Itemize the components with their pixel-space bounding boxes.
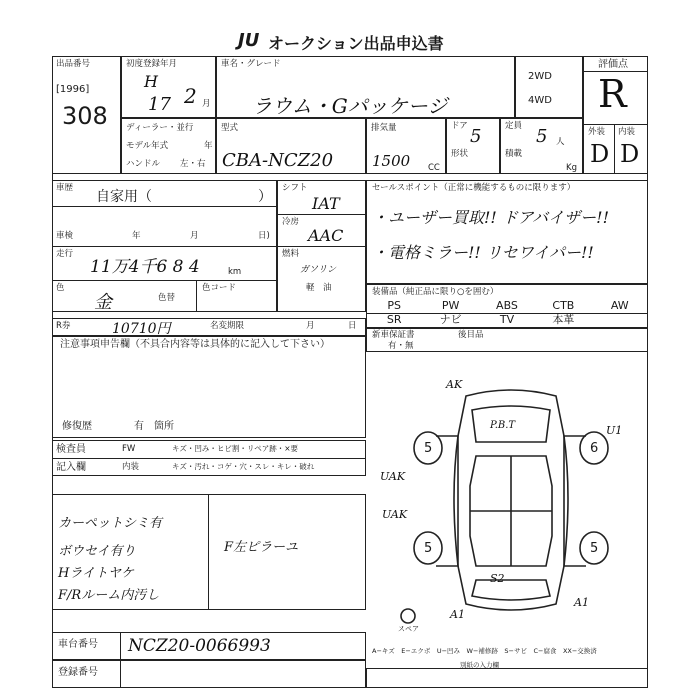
legend-line1: A−キズ E−エクボ U−凹み W−補修跡 S−サビ C−腐食 XX−交換済 bbox=[372, 647, 597, 655]
fuel-value: ガソリン bbox=[300, 265, 337, 275]
header-title: オークション出品申込書 bbox=[268, 34, 444, 53]
notes-box bbox=[52, 336, 366, 438]
shift-label: シフト bbox=[282, 183, 308, 193]
recycle-month: 月 bbox=[306, 321, 315, 331]
equipment-row1 bbox=[366, 300, 648, 313]
tire-rl-value: 5 bbox=[424, 541, 433, 556]
engine-label: 排気量 bbox=[371, 123, 397, 133]
cooling-label: 冷房 bbox=[282, 217, 300, 227]
sales-box bbox=[366, 180, 648, 284]
repair-opts: 有 箇所 bbox=[134, 421, 174, 432]
doors-value: 5 bbox=[470, 126, 482, 147]
equipment-item: PS bbox=[387, 299, 401, 312]
repair-label: 修復歴 bbox=[62, 421, 92, 432]
eval-label: 評価点 bbox=[598, 59, 628, 70]
spare-label: スペア bbox=[398, 625, 419, 633]
registration-box bbox=[52, 660, 366, 688]
equipment-item: 本革 bbox=[552, 313, 575, 326]
inspection-year: 年 bbox=[132, 231, 141, 241]
eval-ext-value: D bbox=[590, 140, 610, 168]
mileage-digits: 11万4千6 8 4 bbox=[90, 257, 200, 277]
eval-int-label: 内装 bbox=[618, 127, 636, 137]
eval-ext-label: 外装 bbox=[588, 127, 606, 137]
recycle-value: 10710円 bbox=[112, 321, 171, 337]
dealer-row1: ディーラー・並行 bbox=[126, 123, 194, 133]
color-code-label: 色コード bbox=[202, 283, 237, 293]
equipment-item: AW bbox=[610, 299, 629, 312]
dealer-row2: モデル年式 bbox=[126, 141, 169, 151]
vehicle-name-label: 車名・グレード bbox=[221, 59, 281, 69]
measure-box bbox=[366, 668, 648, 688]
header-logo: JU bbox=[238, 30, 260, 51]
drive-2wd: 2WD bbox=[528, 71, 552, 82]
equipment-item: PW bbox=[441, 299, 460, 312]
fuel-diesel: 軽 油 bbox=[306, 283, 332, 293]
remark-3: Hライトヤケ bbox=[58, 566, 134, 581]
sales-line1: ・ユーザー買取!! ドアバイザー!! bbox=[372, 208, 610, 227]
car-diagram bbox=[376, 376, 646, 626]
legend-line2: 別紙の入力欄 bbox=[460, 661, 499, 669]
diagram-label-a1-right: A1 bbox=[574, 596, 589, 609]
tire-rr-value: 5 bbox=[590, 541, 599, 556]
diagram-label-ak: AK bbox=[446, 378, 463, 391]
diagram-label-uak1: UAK bbox=[380, 470, 406, 483]
remark-1: カーペットシミ有 bbox=[58, 516, 163, 531]
drive-box bbox=[515, 56, 583, 118]
capacity-value: 5 bbox=[536, 126, 548, 147]
capacity-label: 定員 bbox=[505, 121, 523, 131]
drive-4wd: 4WD bbox=[528, 95, 552, 106]
chassis-value: NCZ20-0066993 bbox=[128, 636, 271, 656]
notes-label: 注意事項申告欄（不具合内容等は具体的に記入して下さい） bbox=[60, 339, 330, 350]
lot-year-tag: [1996] bbox=[56, 84, 90, 95]
recycle-box bbox=[52, 318, 366, 336]
first-reg-month: 2 bbox=[184, 84, 197, 108]
first-reg-month-unit: 月 bbox=[202, 99, 211, 109]
first-reg-label: 初度登録年月 bbox=[126, 59, 178, 69]
inspector-int-text: キズ・汚れ・コゲ・穴・スレ・キレ・破れ bbox=[172, 462, 315, 471]
diagram-label-a1-left: A1 bbox=[450, 608, 465, 621]
remark-right: F左ピラーユ bbox=[224, 540, 299, 555]
diagram-label-u1: U1 bbox=[606, 424, 623, 437]
equipment-item: CTB bbox=[552, 299, 575, 312]
tire-fl-value: 5 bbox=[424, 441, 433, 456]
dealer-row2-unit: 年 bbox=[204, 141, 213, 151]
inspector-int: 内装 bbox=[122, 462, 140, 472]
model-value: CBA-NCZ20 bbox=[222, 150, 334, 171]
equipment-label: 装備品（純正品に限り○を囲む） bbox=[372, 287, 499, 297]
equipment-item: ナビ bbox=[439, 313, 462, 326]
equipment-item: ABS bbox=[496, 299, 518, 312]
recycle-label: R券 bbox=[56, 321, 71, 331]
eval-int-value: D bbox=[620, 140, 640, 168]
remark-4: F/Rルーム内汚し bbox=[58, 588, 160, 603]
remark-2: ボウセイ有り bbox=[58, 544, 136, 559]
dealer-row3: ハンドル bbox=[126, 159, 161, 169]
cooling-value: AAC bbox=[308, 226, 344, 245]
engine-unit: CC bbox=[428, 163, 440, 173]
history-close: ） bbox=[258, 189, 272, 205]
registration-label: 登録番号 bbox=[58, 667, 98, 678]
inspection-rule bbox=[52, 246, 277, 247]
inspection-label: 車検 bbox=[56, 231, 74, 241]
eval-rule2 bbox=[583, 124, 648, 125]
chassis-label: 車台番号 bbox=[58, 639, 98, 650]
capacity-unit: 人 bbox=[556, 137, 565, 147]
mileage-rule bbox=[52, 280, 277, 281]
color-split bbox=[196, 280, 197, 312]
mileage-label: 走行 bbox=[56, 249, 74, 259]
mileage-unit: km bbox=[228, 267, 242, 277]
entry-label: 記入欄 bbox=[56, 462, 86, 473]
history-value: 自家用（ bbox=[96, 189, 152, 205]
new-cert-opts: 有・無 bbox=[388, 341, 414, 351]
inspector-rule bbox=[52, 458, 366, 459]
doors-label: ドア bbox=[451, 121, 468, 131]
eval-value: R bbox=[598, 72, 627, 116]
color-value: 金 bbox=[94, 292, 112, 313]
vehicle-name-value: ラウム・Gパッケージ bbox=[252, 94, 448, 118]
sales-label: セールスポイント（正常に機能するものに限ります） bbox=[372, 183, 576, 193]
equipment-row2 bbox=[366, 314, 648, 327]
tire-fr-value: 6 bbox=[590, 441, 599, 456]
diagram-label-pbt: P.B.T bbox=[490, 420, 516, 431]
history-label: 車歴 bbox=[56, 183, 74, 193]
history-rule bbox=[52, 206, 277, 207]
dealer-row3-opts: 左・右 bbox=[180, 159, 206, 169]
new-cert-after: 後目品 bbox=[458, 330, 484, 340]
capacity-load-label: 積載 bbox=[505, 149, 523, 159]
remarks-split bbox=[208, 494, 209, 610]
color-change-label: 色替 bbox=[158, 293, 176, 303]
inspector-fw: FW bbox=[122, 444, 136, 454]
model-label: 型式 bbox=[221, 123, 239, 133]
recycle-day: 日 bbox=[348, 321, 357, 331]
diagram-label-uak2: UAK bbox=[382, 508, 408, 521]
inspector-fw-text: キズ・凹み・ヒビ割・リペア跡・×要 bbox=[172, 444, 298, 453]
equipment-item: TV bbox=[499, 313, 515, 326]
shift-value: IAT bbox=[312, 194, 340, 213]
color-label: 色 bbox=[56, 283, 65, 293]
first-reg-year: 17 bbox=[148, 94, 171, 115]
lot-number: 308 bbox=[62, 102, 108, 130]
fuel-label: 燃料 bbox=[282, 249, 300, 259]
spec-rule2 bbox=[277, 246, 366, 247]
first-reg-era: H bbox=[144, 72, 158, 91]
diagram-label-s2: S2 bbox=[490, 572, 505, 585]
new-cert-label: 新車保証書 bbox=[372, 330, 415, 340]
inspector-label: 検査員 bbox=[56, 444, 86, 455]
inspection-day: 日) bbox=[258, 231, 270, 241]
lot-label: 出品番号 bbox=[56, 59, 91, 69]
capacity-load-unit: Kg bbox=[566, 163, 577, 173]
spec-rule1 bbox=[277, 214, 366, 215]
recycle-transfer-label: 名変期限 bbox=[210, 321, 245, 331]
equipment-item: SR bbox=[386, 313, 402, 326]
eval-split bbox=[614, 124, 615, 174]
inspection-month: 月 bbox=[190, 231, 199, 241]
engine-value: 1500 bbox=[372, 152, 411, 170]
doors-shape-label: 形状 bbox=[451, 149, 469, 159]
sales-line2: ・電格ミラー!! リセワイパー!! bbox=[372, 243, 594, 262]
